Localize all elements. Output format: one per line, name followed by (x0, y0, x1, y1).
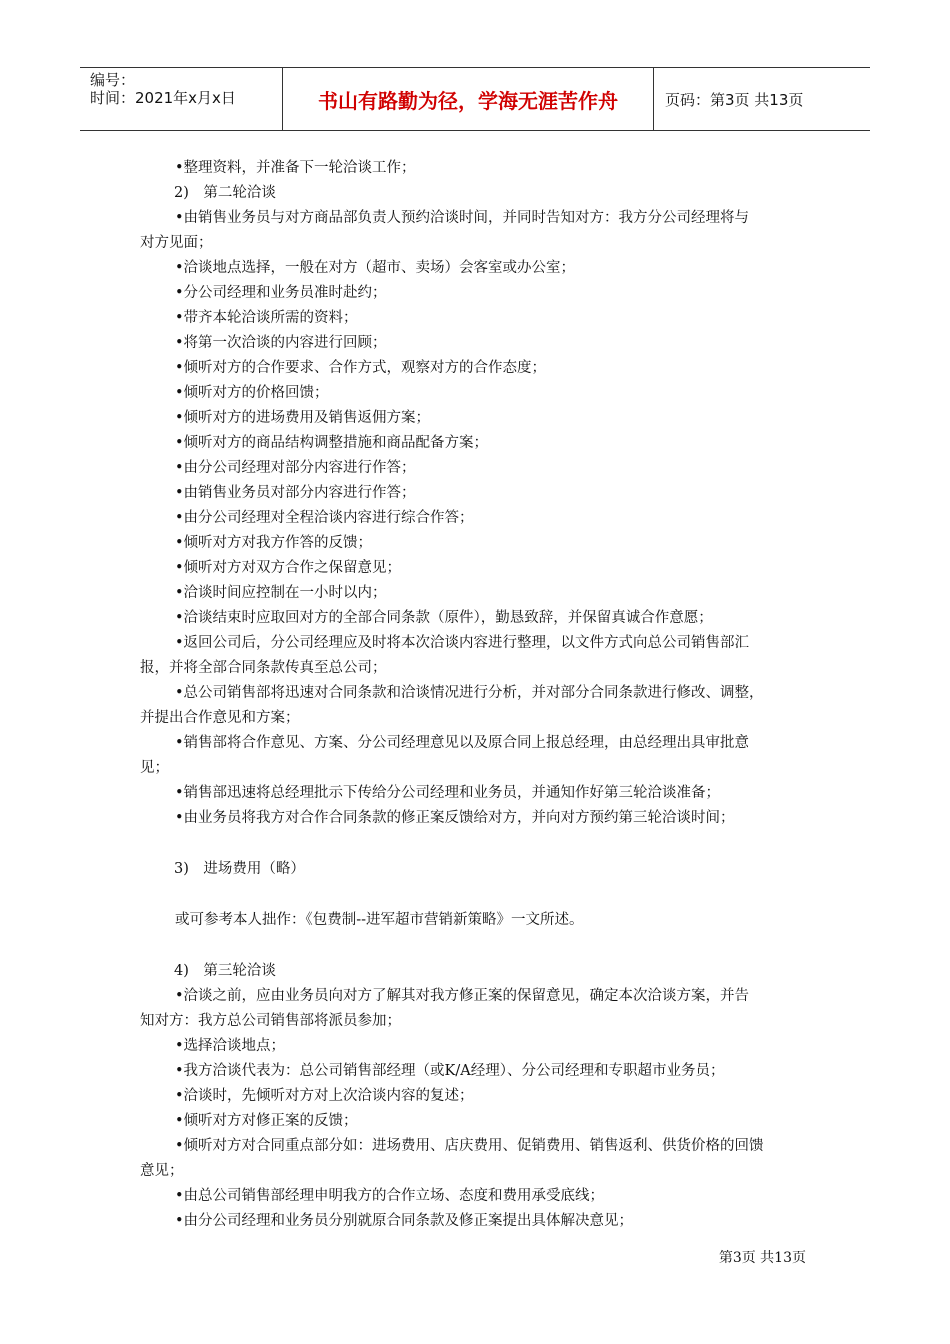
doc-number-label: 编号： (90, 71, 136, 89)
continuation-line: 报，并将全部合同条款传真至总公司； (140, 660, 387, 676)
continuation-line: 知对方：我方总公司销售部将派员参加； (140, 1013, 401, 1029)
bullet-line: •返回公司后，分公司经理应及时将本次洽谈内容进行整理，以文件方式向总公司销售部汇 (175, 635, 750, 651)
bullet-line: •销售部迅速将总经理批示下传给分公司经理和业务员，并通知作好第三轮洽谈准备； (175, 785, 721, 801)
bullet-line: •由分公司经理和业务员分别就原合同条款及修正案提出具体解决意见； (175, 1213, 634, 1229)
bullet-line: •倾听对方的价格回馈； (175, 385, 329, 401)
bullet-line: •由业务员将我方对合作合同条款的修正案反馈给对方，并向对方预约第三轮洽谈时间； (175, 810, 735, 826)
section-heading: 3) 进场费用（略） (174, 861, 305, 877)
bullet-line: •倾听对方对修正案的反馈； (175, 1113, 358, 1129)
bullet-line: •分公司经理和业务员准时赴约； (175, 285, 387, 301)
header-motto: 书山有路勤为径，学海无涯苦作舟 (282, 68, 654, 130)
page-header (80, 67, 870, 131)
bullet-line: •我方洽谈代表为：总公司销售部经理（或K/A经理）、分公司经理和专职超市业务员； (175, 1063, 725, 1079)
bullet-line: •倾听对方的商品结构调整措施和商品配备方案； (175, 435, 489, 451)
reference-line: 或可参考本人拙作：《包费制--进军超市营销新策略》一文所述。 (175, 912, 584, 928)
bullet-line: •倾听对方对双方合作之保留意见； (175, 560, 402, 576)
bullet-line: •洽谈结束时应取回对方的全部合同条款（原件），勤恳致辞，并保留真诚合作意愿； (175, 610, 713, 626)
bullet-line: •将第一次洽谈的内容进行回顾； (175, 335, 387, 351)
section-heading: 4) 第三轮洽谈 (174, 963, 276, 979)
continuation-line: 意见； (140, 1163, 184, 1179)
bullet-line: •由总公司销售部经理申明我方的合作立场、态度和费用承受底线； (175, 1188, 605, 1204)
bullet-line: •整理资料，并准备下一轮洽谈工作； (175, 160, 416, 176)
document-body (140, 156, 810, 1234)
bullet-line: •由销售业务员对部分内容进行作答； (175, 485, 416, 501)
bullet-line: •销售部将合作意见、方案、分公司经理意见以及原合同上报总经理，由总经理出具审批意 (175, 735, 750, 751)
bullet-line: •由分公司经理对部分内容进行作答； (175, 460, 416, 476)
bullet-line: •洽谈时间应控制在一小时以内； (175, 585, 387, 601)
bullet-line: •选择洽谈地点； (175, 1038, 286, 1054)
doc-time-label: 时间：2021年x月x日 (90, 89, 236, 107)
continuation-line: 见； (140, 760, 169, 776)
bullet-line: •洽谈之前，应由业务员向对方了解其对我方修正案的保留意见，确定本次洽谈方案，并告 (175, 988, 750, 1004)
header-meta (80, 68, 282, 130)
bullet-line: •倾听对方的进场费用及销售返佣方案； (175, 410, 431, 426)
bullet-line: •由分公司经理对全程洽谈内容进行综合作答； (175, 510, 474, 526)
bullet-line: •洽谈地点选择，一般在对方（超市、卖场）会客室或办公室； (175, 260, 576, 276)
bullet-line: •倾听对方对我方作答的反馈； (175, 535, 373, 551)
bullet-line: •由销售业务员与对方商品部负责人预约洽谈时间，并同时告知对方：我方分公司经理将与 (175, 210, 750, 226)
section-heading: 2) 第二轮洽谈 (174, 185, 276, 201)
bullet-line: •倾听对方对合同重点部分如：进场费用、店庆费用、促销费用、销售返利、供货价格的回馈 (175, 1138, 764, 1154)
bullet-line: •总公司销售部将迅速对合同条款和洽谈情况进行分析，并对部分合同条款进行修改、调整， (175, 685, 764, 701)
continuation-line: 对方见面； (140, 235, 213, 251)
bullet-line: •洽谈时，先倾听对方对上次洽谈内容的复述； (175, 1088, 474, 1104)
bullet-line: •带齐本轮洽谈所需的资料； (175, 310, 358, 326)
continuation-line: 并提出合作意见和方案； (140, 710, 300, 726)
page-footer: 第3页 共13页 (718, 1250, 806, 1266)
header-page-info: 页码：第3页 共13页 (665, 90, 804, 109)
bullet-line: •倾听对方的合作要求、合作方式，观察对方的合作态度； (175, 360, 547, 376)
